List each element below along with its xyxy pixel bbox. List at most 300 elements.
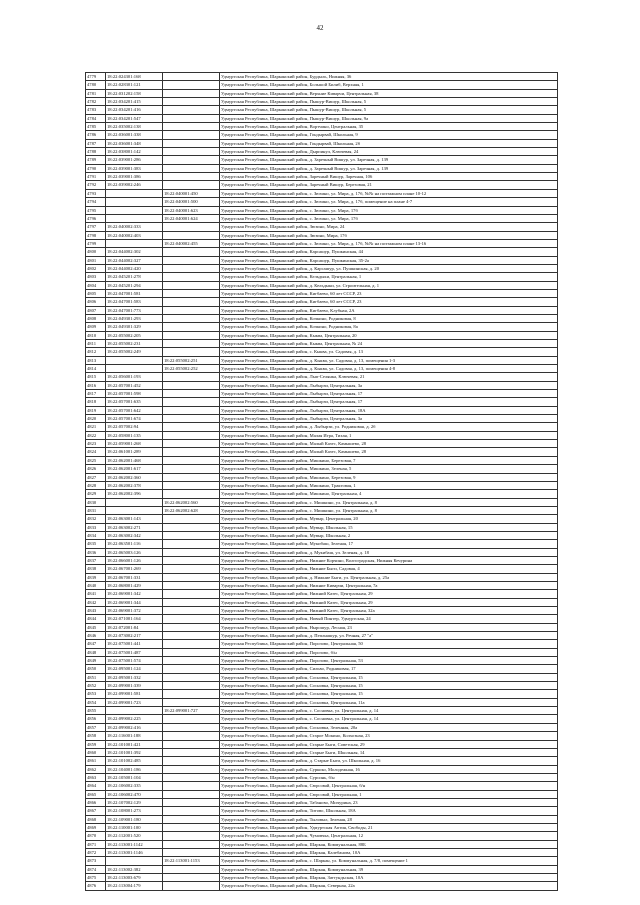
land-cadastral-number-cell: 18:22:059001:268	[106, 440, 163, 448]
row-number-cell: 4826	[86, 465, 106, 473]
land-cadastral-number-cell: 18:22:036001:348	[106, 139, 163, 147]
row-number-cell: 4840	[86, 581, 106, 589]
premises-cadastral-number-cell	[163, 398, 220, 406]
row-number-cell: 4858	[86, 732, 106, 740]
premises-cadastral-number-cell	[163, 523, 220, 531]
land-cadastral-number-cell: 18:22:055002:249	[106, 348, 163, 356]
land-cadastral-number-cell: 18:22:099002:416	[106, 723, 163, 731]
row-number-cell: 4810	[86, 331, 106, 339]
address-cell: Удмуртская Республика, Шарканский район, Гондырвай, Школьная, 9	[220, 131, 558, 139]
land-cadastral-number-cell: 18:22:040002:403	[106, 231, 163, 239]
row-number-cell: 4814	[86, 365, 106, 373]
table-row	[86, 623, 558, 631]
row-number-cell: 4779	[86, 73, 106, 81]
premises-cadastral-number-cell	[163, 256, 220, 264]
table-row	[86, 506, 558, 514]
premises-cadastral-number-cell	[163, 440, 220, 448]
address-cell: Удмуртская Республика, Шарканский район, Старые Быги, Советская, 29	[220, 740, 558, 748]
premises-cadastral-number-cell	[163, 581, 220, 589]
row-number-cell: 4842	[86, 598, 106, 606]
table-row	[86, 690, 558, 698]
table-row	[86, 448, 558, 456]
table-row	[86, 715, 558, 723]
page-number: 42	[316, 24, 324, 32]
address-cell: Удмуртская Республика, Шарканский район, д. Мукибаш, ул. Зеленая, д. 18	[220, 548, 558, 556]
address-cell: Удмуртская Республика, Шарканский район, Лыбырзи, Центральная, 17	[220, 398, 558, 406]
table-row	[86, 264, 558, 272]
premises-cadastral-number-cell	[163, 273, 220, 281]
row-number-cell: 4807	[86, 306, 106, 314]
address-cell: Удмуртская Республика, Шарканский район, Сосновка, Центральная, 15	[220, 682, 558, 690]
address-cell: Удмуртская Республика, Шарканский район, Тыловыл, Зеленая, 28	[220, 815, 558, 823]
premises-cadastral-number-cell	[163, 782, 220, 790]
table-row	[86, 573, 558, 581]
table-row	[86, 865, 558, 873]
row-number-cell: 4780	[86, 81, 106, 89]
address-cell: Удмуртская Республика, Шарканский район, Кигбаево, 60 лет СССР, 23	[220, 289, 558, 297]
row-number-cell: 4865	[86, 790, 106, 798]
premises-cadastral-number-cell	[163, 548, 220, 556]
land-cadastral-number-cell: 18:22:113003:679	[106, 874, 163, 882]
premises-cadastral-number-cell	[163, 164, 220, 172]
table-row	[86, 832, 558, 840]
premises-cadastral-number-cell	[163, 131, 220, 139]
land-cadastral-number-cell: 18:22:039002:246	[106, 181, 163, 189]
premises-cadastral-number-cell	[163, 323, 220, 331]
table-row	[86, 657, 558, 665]
table-row	[86, 206, 558, 214]
address-cell: Удмуртская Республика, Шарканский район, Лыбырзи, Центральная, 3а	[220, 415, 558, 423]
row-number-cell: 4868	[86, 815, 106, 823]
row-number-cell: 4828	[86, 481, 106, 489]
premises-cadastral-number-cell	[163, 381, 220, 389]
premises-cadastral-number-cell	[163, 431, 220, 439]
table-row	[86, 181, 558, 189]
land-cadastral-number-cell: 18:22:055002:205	[106, 331, 163, 339]
premises-cadastral-number-cell	[163, 665, 220, 673]
row-number-cell: 4863	[86, 773, 106, 781]
premises-cadastral-number-cell: 18:22:055002:251	[163, 356, 220, 364]
land-cadastral-number-cell	[106, 189, 163, 197]
row-number-cell: 4829	[86, 490, 106, 498]
address-cell: Удмуртская Республика, Шарканский район, Кыква, Центральная, 20	[220, 331, 558, 339]
premises-cadastral-number-cell	[163, 423, 220, 431]
premises-cadastral-number-cell	[163, 798, 220, 806]
premises-cadastral-number-cell: 18:22:040001:450	[163, 189, 220, 197]
premises-cadastral-number-cell	[163, 139, 220, 147]
address-cell: Удмуртская Республика, Шарканский район, Заречный Вишур, Березовая, 21	[220, 181, 558, 189]
address-cell: Удмуртская Республика, Шарканский район, Лып-Селянка, Ключевая, 21	[220, 373, 558, 381]
premises-cadastral-number-cell	[163, 106, 220, 114]
premises-cadastral-number-cell	[163, 281, 220, 289]
address-cell: Удмуртская Республика, Шарканский район, с. Мишкино, ул. Центральная, д. 8	[220, 498, 558, 506]
row-number-cell: 4800	[86, 248, 106, 256]
table-row	[86, 848, 558, 856]
table-row	[86, 98, 558, 106]
row-number-cell: 4850	[86, 665, 106, 673]
premises-cadastral-number-cell	[163, 331, 220, 339]
land-cadastral-number-cell	[106, 498, 163, 506]
address-cell: Удмуртская Республика, Шарканский район, д. Заречный Вишур, ул. Заречная, д. 139	[220, 156, 558, 164]
land-cadastral-number-cell: 18:22:058001:135	[106, 431, 163, 439]
premises-cadastral-number-cell	[163, 465, 220, 473]
table-row	[86, 139, 558, 147]
premises-cadastral-number-cell	[163, 264, 220, 272]
table-row	[86, 440, 558, 448]
land-cadastral-number-cell: 18:22:040002:333	[106, 223, 163, 231]
land-cadastral-number-cell: 18:22:069001:372	[106, 607, 163, 615]
row-number-cell: 4833	[86, 523, 106, 531]
table-row	[86, 273, 558, 281]
address-cell: Удмуртская Республика, Шарканский район, Бурдыль, Нижняя, 36	[220, 73, 558, 81]
land-cadastral-number-cell	[106, 198, 163, 206]
premises-cadastral-number-cell	[163, 490, 220, 498]
table-row	[86, 114, 558, 122]
address-cell: Удмуртская Республика, Шарканский район, Мукибаш, Зеленая, 17	[220, 540, 558, 548]
land-cadastral-number-cell: 18:22:028301:121	[106, 81, 163, 89]
row-number-cell: 4798	[86, 231, 106, 239]
row-number-cell: 4869	[86, 823, 106, 831]
premises-cadastral-number-cell	[163, 89, 220, 97]
row-number-cell: 4832	[86, 515, 106, 523]
table-row	[86, 381, 558, 389]
row-number-cell: 4852	[86, 682, 106, 690]
table-row	[86, 773, 558, 781]
premises-cadastral-number-cell: 18:22:040001:500	[163, 198, 220, 206]
address-cell: Удмуртская Республика, Шарканский район, Кигбаево, Клубная, 2А	[220, 306, 558, 314]
address-cell: Удмуртская Республика, Шарканский район, Пышур-Вишур, Школьная, 5	[220, 98, 558, 106]
table-row	[86, 723, 558, 731]
row-number-cell: 4841	[86, 590, 106, 598]
address-cell: Удмуртская Республика, Шарканский район, Новый Пинтер, Удмуртская, 24	[220, 615, 558, 623]
premises-cadastral-number-cell	[163, 790, 220, 798]
table-row	[86, 340, 558, 348]
premises-cadastral-number-cell	[163, 340, 220, 348]
table-row	[86, 406, 558, 414]
address-cell: Удмуртская Республика, Шарканский район, с. Зюзино, ул. Мира, 17б	[220, 206, 558, 214]
row-number-cell: 4812	[86, 348, 106, 356]
table-row	[86, 765, 558, 773]
address-cell: Удмуртская Республика, Шарканский район, д. Кельдыки, ул. Строительная, д. 1	[220, 281, 558, 289]
land-cadastral-number-cell: 18:22:039001:383	[106, 164, 163, 172]
address-cell: Удмуртская Республика, Шарканский район, Нижний Казес, Центральная, 32а	[220, 607, 558, 615]
land-cadastral-number-cell: 18:22:099001:339	[106, 682, 163, 690]
table-row	[86, 348, 558, 356]
table-row	[86, 581, 558, 589]
row-number-cell: 4873	[86, 857, 106, 865]
table-row	[86, 615, 558, 623]
row-number-cell: 4827	[86, 473, 106, 481]
row-number-cell: 4871	[86, 840, 106, 848]
row-number-cell: 4819	[86, 406, 106, 414]
land-cadastral-number-cell: 18:22:034201:416	[106, 106, 163, 114]
table-row	[86, 214, 558, 222]
address-cell: Удмуртская Республика, Шарканский район, Порозово, Центральная, 53	[220, 657, 558, 665]
land-cadastral-number-cell: 18:22:062002:396	[106, 490, 163, 498]
row-number-cell: 4848	[86, 648, 106, 656]
address-cell: Удмуртская Республика, Шарканский район, с. Зюзино, ул. Мира, д. 17б, №№ на поэтажном плане 10-12	[220, 189, 558, 197]
premises-cadastral-number-cell	[163, 807, 220, 815]
address-cell: Удмуртская Республика, Шарканский район, д. Заречный Вишур, ул. Заречная, д. 139	[220, 164, 558, 172]
row-number-cell: 4872	[86, 848, 106, 856]
row-number-cell: 4862	[86, 765, 106, 773]
address-cell: Удмуртская Республика, Шарканский район, Сильво, Родниковая, 17	[220, 665, 558, 673]
land-cadastral-number-cell: 18:22:075001:441	[106, 640, 163, 648]
land-cadastral-number-cell: 18:22:062002:378	[106, 481, 163, 489]
row-number-cell: 4799	[86, 239, 106, 247]
address-cell: Удмуртская Республика, Шарканский район, Табаново, Мичурина, 23	[220, 798, 558, 806]
premises-cadastral-number-cell	[163, 682, 220, 690]
address-cell: Удмуртская Республика, Шарканский район, с. Сосновка, ул. Центральная, д. 14	[220, 707, 558, 715]
premises-cadastral-number-cell	[163, 156, 220, 164]
premises-cadastral-number-cell	[163, 815, 220, 823]
table-row	[86, 640, 558, 648]
row-number-cell: 4795	[86, 206, 106, 214]
premises-cadastral-number-cell	[163, 248, 220, 256]
land-cadastral-number-cell: 18:22:101001:392	[106, 748, 163, 756]
premises-cadastral-number-cell	[163, 390, 220, 398]
table-row	[86, 531, 558, 539]
row-number-cell: 4797	[86, 223, 106, 231]
table-row	[86, 732, 558, 740]
address-cell: Удмуртская Республика, Шарканский район, Сюрсовай, Центральная, б/н	[220, 782, 558, 790]
address-cell: Удмуртская Республика, Шарканский район, Шаркан, Коммунальная, 39	[220, 865, 558, 873]
land-cadastral-number-cell: 18:22:105001:104	[106, 773, 163, 781]
row-number-cell: 4854	[86, 698, 106, 706]
land-cadastral-number-cell: 18:22:066001:126	[106, 556, 163, 564]
land-cadastral-number-cell: 18:22:057001:452	[106, 381, 163, 389]
table-row	[86, 189, 558, 197]
land-cadastral-number-cell: 18:22:101001:421	[106, 740, 163, 748]
row-number-cell: 4816	[86, 381, 106, 389]
table-row	[86, 356, 558, 364]
row-number-cell: 4847	[86, 640, 106, 648]
row-number-cell: 4802	[86, 264, 106, 272]
row-number-cell: 4855	[86, 707, 106, 715]
land-cadastral-number-cell: 18:22:101002:485	[106, 757, 163, 765]
address-cell: Удмуртская Республика, Шарканский район, Мишкино, Зеленая, 5	[220, 465, 558, 473]
premises-cadastral-number-cell	[163, 173, 220, 181]
land-cadastral-number-cell	[106, 356, 163, 364]
address-cell: Удмуртская Республика, Шарканский район, Кигбаево, 60 лет СССР, 23	[220, 298, 558, 306]
land-cadastral-number-cell	[106, 365, 163, 373]
premises-cadastral-number-cell	[163, 531, 220, 539]
premises-cadastral-number-cell: 18:22:113001:1153	[163, 857, 220, 865]
row-number-cell: 4792	[86, 181, 106, 189]
table-row	[86, 465, 558, 473]
premises-cadastral-number-cell	[163, 456, 220, 464]
row-number-cell: 4874	[86, 865, 106, 873]
table-row	[86, 748, 558, 756]
table-row	[86, 823, 558, 831]
premises-cadastral-number-cell	[163, 415, 220, 423]
premises-cadastral-number-cell	[163, 373, 220, 381]
premises-cadastral-number-cell	[163, 657, 220, 665]
table-row	[86, 298, 558, 306]
premises-cadastral-number-cell	[163, 573, 220, 581]
row-number-cell: 4836	[86, 548, 106, 556]
premises-cadastral-number-cell	[163, 73, 220, 81]
table-row	[86, 565, 558, 573]
land-cadastral-number-cell	[106, 857, 163, 865]
table-row	[86, 632, 558, 640]
land-cadastral-number-cell: 18:22:063002:271	[106, 523, 163, 531]
address-cell: Удмуртская Республика, Шарканский район, Мишкино, Березовая, 7	[220, 456, 558, 464]
premises-cadastral-number-cell	[163, 473, 220, 481]
row-number-cell: 4821	[86, 423, 106, 431]
land-cadastral-number-cell: 18:22:047001:583	[106, 298, 163, 306]
table-row	[86, 323, 558, 331]
row-number-cell: 4811	[86, 340, 106, 348]
premises-cadastral-number-cell	[163, 623, 220, 631]
premises-cadastral-number-cell: 18:22:055002:252	[163, 365, 220, 373]
land-cadastral-number-cell: 18:22:072001:84	[106, 623, 163, 631]
row-number-cell: 4830	[86, 498, 106, 506]
address-cell: Удмуртская Республика, Шарканский район, Старые Быги, Школьная, 14	[220, 748, 558, 756]
row-number-cell: 4820	[86, 415, 106, 423]
table-row	[86, 148, 558, 156]
table-row	[86, 515, 558, 523]
row-number-cell: 4796	[86, 214, 106, 222]
table-row	[86, 131, 558, 139]
table-row	[86, 665, 558, 673]
land-cadastral-number-cell: 18:22:036001:338	[106, 131, 163, 139]
address-cell: Удмуртская Республика, Шарканский район, Сюрсовай, Центральная, 1	[220, 790, 558, 798]
land-cadastral-number-cell	[106, 214, 163, 222]
table-row	[86, 390, 558, 398]
land-cadastral-number-cell: 18:22:095001:332	[106, 673, 163, 681]
table-row	[86, 73, 558, 81]
table-row	[86, 874, 558, 882]
row-number-cell: 4870	[86, 832, 106, 840]
address-cell: Удмуртская Республика, Шарканский район, Порозово, б/н	[220, 648, 558, 656]
address-cell: Удмуртская Республика, Шарканский район, Малый Казес, Камышево, 28	[220, 440, 558, 448]
table-row	[86, 106, 558, 114]
land-cadastral-number-cell: 18:22:113004:179	[106, 882, 163, 890]
premises-cadastral-number-cell	[163, 123, 220, 131]
table-row	[86, 523, 558, 531]
land-cadastral-number-cell: 18:22:063002:342	[106, 531, 163, 539]
land-cadastral-number-cell: 18:22:056001:193	[106, 373, 163, 381]
address-cell: Удмуртская Республика, Шарканский район, Мишкино, Березовая, 9	[220, 473, 558, 481]
premises-cadastral-number-cell	[163, 590, 220, 598]
address-cell: Удмуртская Республика, Шарканский район, с. Зюзино, ул. Мира, д. 17б, помещение на плане 4-7	[220, 198, 558, 206]
land-cadastral-number-cell: 18:22:039001:286	[106, 156, 163, 164]
land-cadastral-number-cell: 18:22:039001:386	[106, 173, 163, 181]
row-number-cell: 4834	[86, 531, 106, 539]
row-number-cell: 4805	[86, 289, 106, 297]
land-cadastral-number-cell: 18:22:069001:344	[106, 598, 163, 606]
row-number-cell: 4793	[86, 189, 106, 197]
premises-cadastral-number-cell: 18:22:040002:455	[163, 239, 220, 247]
address-cell: Удмуртская Республика, Шарканский район, д. Нижние Быги, ул. Центральная, д. 25а	[220, 573, 558, 581]
premises-cadastral-number-cell	[163, 773, 220, 781]
address-cell: Удмуртская Республика, Шарканский район, с. Мишкино, ул. Центральная, д. 8	[220, 506, 558, 514]
land-cadastral-number-cell: 18:22:047001:581	[106, 289, 163, 297]
table-row	[86, 198, 558, 206]
premises-cadastral-number-cell	[163, 865, 220, 873]
address-cell: Удмуртская Республика, Шарканский район, Шаркан, Северная, 22а	[220, 882, 558, 890]
row-number-cell: 4783	[86, 106, 106, 114]
land-cadastral-number-cell: 18:22:038001:142	[106, 148, 163, 156]
table-row	[86, 882, 558, 890]
land-cadastral-number-cell	[106, 239, 163, 247]
table-row	[86, 782, 558, 790]
address-cell: Удмуртская Республика, Шарканский район, Мувыр, Центральная, 20	[220, 515, 558, 523]
table-row	[86, 840, 558, 848]
table-row	[86, 456, 558, 464]
row-number-cell: 4801	[86, 256, 106, 264]
address-cell: Удмуртская Республика, Шарканский район, Сосновка, Центральная, 11а	[220, 698, 558, 706]
row-number-cell: 4809	[86, 323, 106, 331]
address-cell: Удмуртская Республика, Шарканский район, Лыбырзи, Центральная, 18А	[220, 406, 558, 414]
address-cell: Удмуртская Республика, Шарканский район, д. Лыбырзи, ул. Родниковая, д. 2б	[220, 423, 558, 431]
table-row	[86, 289, 558, 297]
table-row	[86, 590, 558, 598]
land-cadastral-number-cell: 18:22:071001:164	[106, 615, 163, 623]
premises-cadastral-number-cell	[163, 540, 220, 548]
address-cell: Удмуртская Республика, Шарканский район, Лыбырзи, Центральная, 3а	[220, 381, 558, 389]
row-number-cell: 4853	[86, 690, 106, 698]
premises-cadastral-number-cell	[163, 698, 220, 706]
address-cell: Удмуртская Республика, Шарканский район, Вортчино, Центральная, 35	[220, 123, 558, 131]
row-number-cell: 4785	[86, 123, 106, 131]
land-cadastral-number-cell	[106, 707, 163, 715]
land-cadastral-number-cell: 18:22:075001:487	[106, 648, 163, 656]
table-row	[86, 306, 558, 314]
land-cadastral-number-cell: 18:22:045201:278	[106, 273, 163, 281]
row-number-cell: 4804	[86, 281, 106, 289]
premises-cadastral-number-cell	[163, 448, 220, 456]
row-number-cell: 4849	[86, 657, 106, 665]
table-row	[86, 81, 558, 89]
premises-cadastral-number-cell	[163, 98, 220, 106]
row-number-cell: 4867	[86, 807, 106, 815]
premises-cadastral-number-cell: 18:22:040001:624	[163, 214, 220, 222]
row-number-cell: 4843	[86, 607, 106, 615]
premises-cadastral-number-cell	[163, 740, 220, 748]
land-cadastral-number-cell: 18:22:057001:598	[106, 390, 163, 398]
land-cadastral-number-cell: 18:22:055002:231	[106, 340, 163, 348]
land-cadastral-number-cell: 18:22:047001:773	[106, 306, 163, 314]
land-cadastral-number-cell: 18:22:063001:143	[106, 515, 163, 523]
row-number-cell: 4789	[86, 156, 106, 164]
address-cell: Удмуртская Республика, Шарканский район, д. Пеплнашур, ул. Речная, 27 "а"	[220, 632, 558, 640]
address-cell: Удмуртская Республика, Шарканский район, Нижние Киварчи, Центральная, 7а	[220, 581, 558, 589]
address-cell: Удмуртская Республика, Шарканский район, Мишкино, Центральная, 4	[220, 490, 558, 498]
address-cell: Удмуртская Республика, Шарканский район, Кельдыки, Центральная, 1	[220, 273, 558, 281]
land-cadastral-number-cell: 18:22:044002:420	[106, 264, 163, 272]
premises-cadastral-number-cell	[163, 406, 220, 414]
premises-cadastral-number-cell	[163, 598, 220, 606]
address-cell: Удмуртская Республика, Шарканский район, Старое Мокино, Колхозная, 23	[220, 732, 558, 740]
land-cadastral-number-cell: 18:22:057001:642	[106, 406, 163, 414]
land-cadastral-number-cell: 18:22:062002:360	[106, 473, 163, 481]
address-cell: Удмуртская Республика, Шарканский район, с. Кыква, ул. Садовая, д. 13	[220, 348, 558, 356]
table-row	[86, 490, 558, 498]
row-number-cell: 4846	[86, 632, 106, 640]
table-row	[86, 173, 558, 181]
row-number-cell: 4866	[86, 798, 106, 806]
row-number-cell: 4815	[86, 373, 106, 381]
row-number-cell: 4817	[86, 390, 106, 398]
table-row	[86, 239, 558, 247]
table-row	[86, 231, 558, 239]
premises-cadastral-number-cell	[163, 556, 220, 564]
premises-cadastral-number-cell	[163, 690, 220, 698]
premises-cadastral-number-cell	[163, 314, 220, 322]
table-row	[86, 373, 558, 381]
